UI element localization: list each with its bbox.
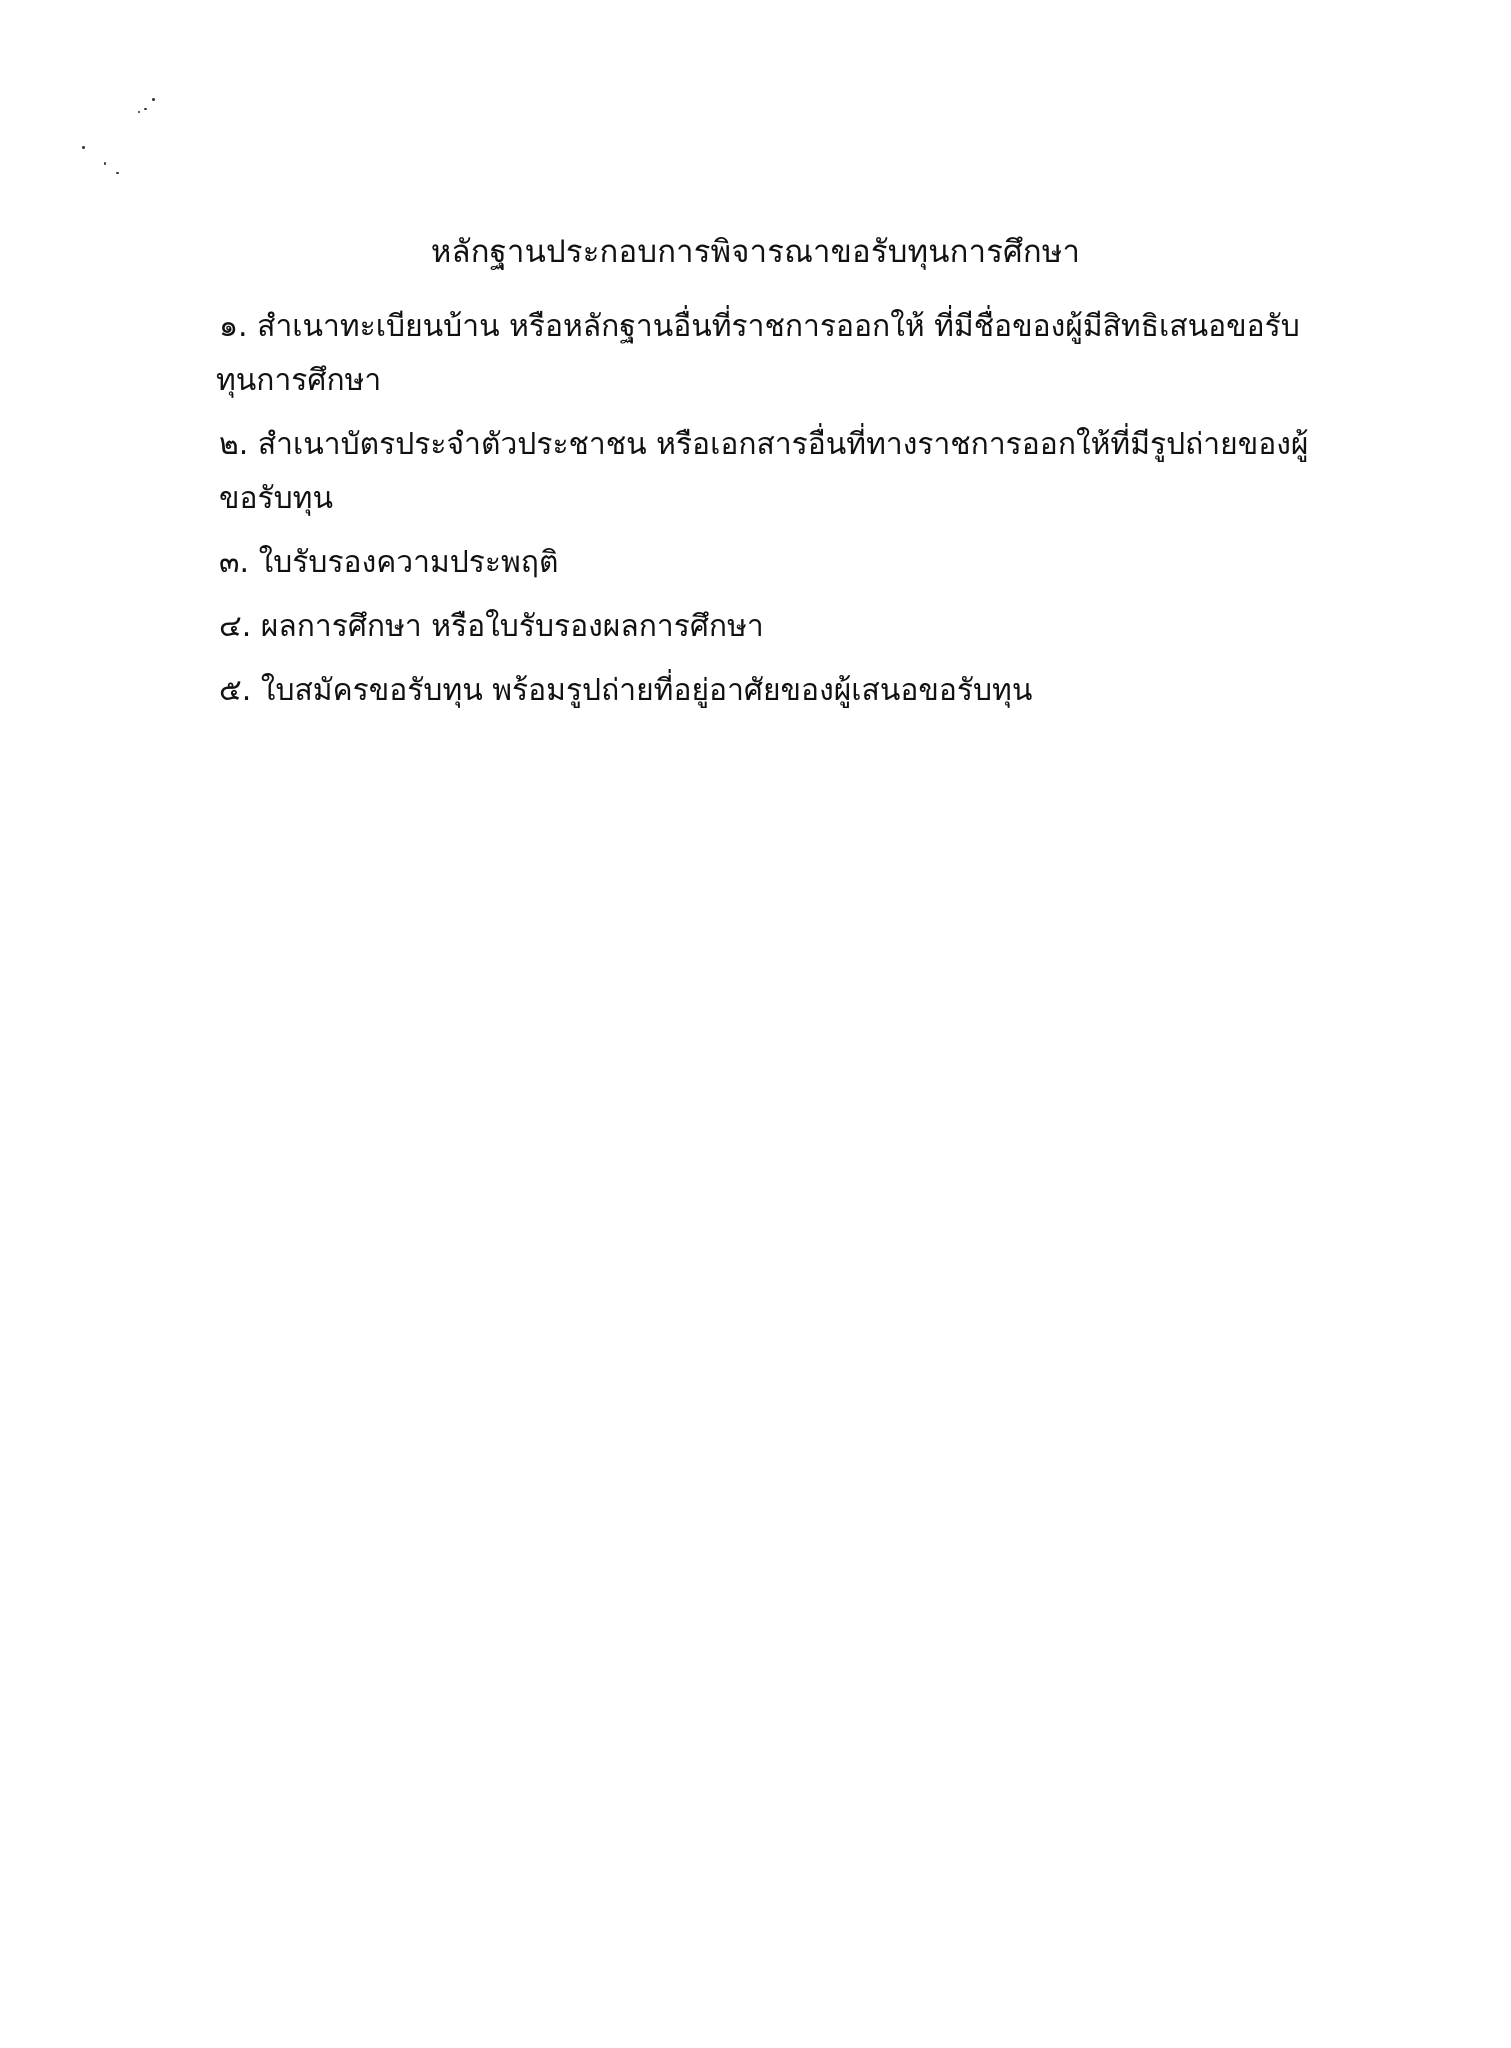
list-item [219,536,1339,590]
item-number: ๓. [219,545,250,580]
scan-speck [104,162,106,165]
item-text: ใบสมัครขอรับทุน พร้อมรูปถ่ายที่อยู่อาศัยของผู้เสนอขอรับทุน [260,673,1033,708]
item-number: ๕. [219,673,252,708]
item-text: สำเนาทะเบียนบ้าน หรือหลักฐานอื่นที่ราชการออกให้ ที่มีชื่อของผู้มีสิทธิเสนอขอรับ [257,309,1300,344]
scan-speck [138,111,140,113]
scan-speck [82,146,85,149]
scan-specks [70,90,180,190]
item-text: สำเนาบัตรประจำตัวประชาชน หรือเอกสารอื่นที่ทางราชการออกให้ที่มีรูปถ่ายของผู้ขอรับทุน [219,427,1309,516]
scan-speck [152,98,155,101]
document-title: หลักฐานประกอบการพิจารณาขอรับทุนการศึกษา [430,234,1081,270]
item-number: ๔. [219,609,252,644]
requirements-list [216,300,1339,728]
list-item [216,300,1339,408]
list-item [219,600,1339,654]
list-item [219,664,1339,718]
item-number: ๑. [219,309,248,344]
item-text-continued: ทุนการศึกษา [216,363,382,398]
item-number: ๒. [219,427,249,462]
item-text: ใบรับรองความประพฤติ [258,545,559,580]
list-item [219,418,1339,526]
scan-speck [144,108,147,110]
item-text: ผลการศึกษา หรือใบรับรองผลการศึกษา [260,609,764,644]
scan-speck [116,172,119,174]
